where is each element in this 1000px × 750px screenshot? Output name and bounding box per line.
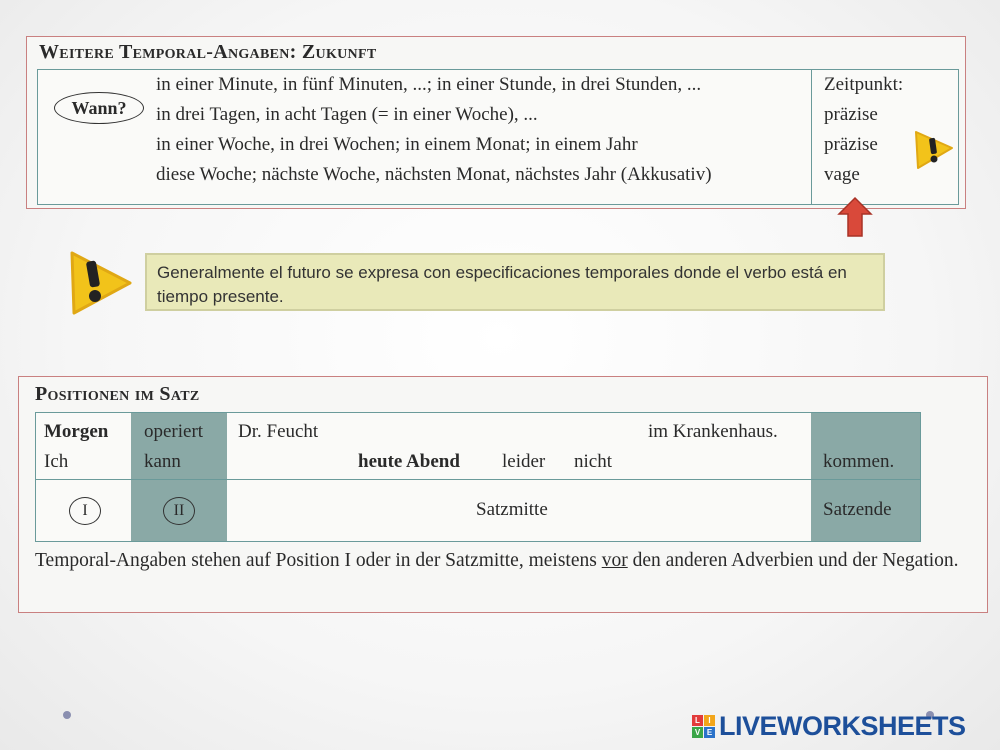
- time-expression-line: diese Woche; nächste Woche, nächsten Monat, nächstes Jahr (Akkusativ): [156, 164, 712, 185]
- satzmitte-label: Satzmitte: [476, 499, 548, 520]
- up-arrow-icon: [837, 196, 873, 238]
- paragraph-text: Temporal-Angaben stehen auf Position I oder in der Satzmitte, meistens: [35, 550, 602, 571]
- table-cell: Morgen: [44, 421, 109, 442]
- table-cell: im Krankenhaus.: [648, 421, 778, 442]
- table-cell: heute Abend: [358, 451, 460, 472]
- satzende-column: [811, 413, 920, 541]
- future-time-table: [37, 69, 959, 205]
- logo-block-icon: [692, 715, 715, 738]
- precision-label: präzise: [824, 104, 878, 125]
- table-cell: kann: [144, 451, 181, 472]
- logo-letter: L: [692, 715, 703, 726]
- sentence-positions-box: [18, 376, 988, 613]
- position-ii-marker: II: [163, 497, 195, 525]
- explanation-paragraph: [35, 545, 980, 577]
- logo-letter: V: [692, 727, 703, 738]
- precision-label: Zeitpunkt:: [824, 74, 904, 95]
- slide-dot: [63, 711, 71, 719]
- table-cell: kommen.: [823, 451, 895, 472]
- logo-text: LIVEWORKSHEETS: [719, 710, 966, 741]
- precision-label: präzise: [824, 134, 878, 155]
- table-cell: leider: [502, 451, 546, 472]
- logo-letter: I: [704, 715, 715, 726]
- time-expression-line: in einer Minute, in fünf Minuten, ...; in einer Stunde, in drei Stunden, ...: [156, 74, 702, 95]
- column-divider: [811, 70, 812, 204]
- table-cell: Ich: [44, 451, 69, 472]
- underlined-word: vor: [601, 550, 628, 571]
- table-cell: Dr. Feucht: [238, 421, 319, 442]
- warning-icon: [66, 247, 136, 319]
- paragraph-text: den anderen Adverbien und der Negation.: [627, 550, 959, 571]
- wann-label: Wann?: [54, 92, 144, 124]
- position-i-marker: I: [69, 497, 101, 525]
- box1-title: Weitere Temporal-Angaben: Zukunft: [39, 41, 377, 63]
- table-cell: operiert: [144, 421, 204, 442]
- precision-label: vage: [824, 164, 860, 185]
- box2-title: Positionen im Satz: [35, 383, 200, 405]
- table-cell: nicht: [574, 451, 612, 472]
- liveworksheets-logo: [692, 712, 966, 740]
- satzende-label: Satzende: [823, 499, 892, 520]
- logo-letter: E: [704, 727, 715, 738]
- spanish-explanation-note: Generalmente el futuro se expresa con especificaciones temporales donde el verbo está en tiempo presente.: [145, 253, 885, 311]
- future-time-expressions-box: [26, 36, 966, 209]
- warning-icon: [910, 126, 956, 172]
- time-expression-line: in drei Tagen, in acht Tagen (= in einer Woche), ...: [156, 104, 538, 125]
- position-table: [35, 412, 921, 542]
- row-divider: [36, 479, 920, 480]
- time-expression-line: in einer Woche, in drei Wochen; in einem Monat; in einem Jahr: [156, 134, 638, 155]
